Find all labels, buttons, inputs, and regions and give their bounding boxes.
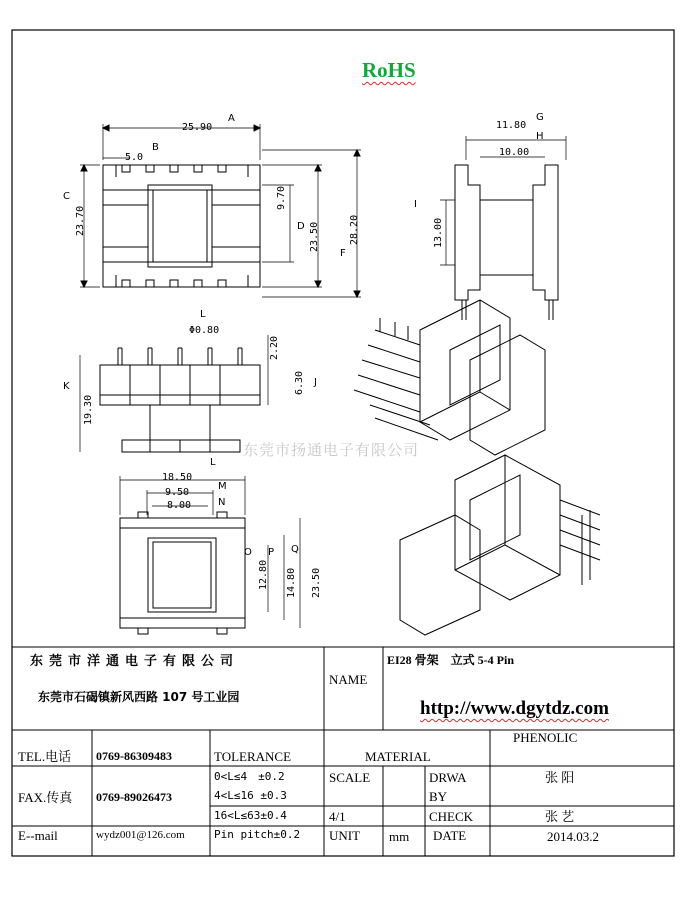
front-view-drawing bbox=[80, 335, 268, 452]
company-name: 东莞市洋通电子有限公司 bbox=[30, 654, 240, 669]
pin-diameter-letter: L bbox=[200, 309, 206, 320]
date-label: DATE bbox=[433, 828, 467, 843]
check-label: CHECK bbox=[429, 809, 474, 824]
drawn-by-value: 张 阳 bbox=[545, 770, 575, 785]
scale-label: SCALE bbox=[329, 770, 371, 785]
scale-value: 4/1 bbox=[329, 809, 346, 824]
dim-n-letter: N bbox=[218, 497, 226, 508]
dim-j-value: 6.30 bbox=[294, 370, 305, 395]
dim-l-letter: L bbox=[210, 457, 216, 468]
dim-n-value: 8.00 bbox=[167, 500, 192, 511]
material-value: PHENOLIC bbox=[513, 730, 578, 745]
dim-i-letter: I bbox=[414, 199, 417, 210]
dim-j-top-value: 2.20 bbox=[269, 335, 280, 360]
dim-h-value: 10.00 bbox=[499, 147, 530, 158]
name-label: NAME bbox=[329, 672, 368, 687]
dim-c-value: 23.70 bbox=[75, 205, 86, 236]
dim-e-value: 9.70 bbox=[276, 185, 287, 210]
dim-b-value: 5.0 bbox=[125, 152, 144, 163]
watermark: 东莞市扬通电子有限公司 bbox=[243, 441, 420, 459]
top-view-drawing bbox=[80, 124, 361, 297]
dim-k-value: 19.30 bbox=[83, 394, 94, 425]
material-label: MATERIAL bbox=[365, 749, 431, 764]
dim-a-letter: A bbox=[228, 113, 235, 124]
dim-q-value: 23.50 bbox=[311, 567, 322, 598]
rohs-mark: RoHS bbox=[362, 58, 416, 82]
company-address: 东莞市石碣镇新风西路 107 号工业园 bbox=[38, 690, 240, 704]
dim-b-letter: B bbox=[152, 142, 159, 153]
tolerance-row-3: 16<L≤63±0.4 bbox=[214, 809, 287, 822]
dim-f-letter: F bbox=[340, 248, 346, 259]
unit-label: UNIT bbox=[329, 828, 361, 843]
tel-label: TEL.电话 bbox=[18, 749, 72, 764]
drawn-label-2: BY bbox=[429, 789, 448, 804]
checked-by-value: 张 艺 bbox=[545, 809, 575, 824]
website-link[interactable]: http://www.dgytdz.com bbox=[420, 698, 609, 719]
dim-h-letter: H bbox=[536, 131, 544, 142]
dim-p-value: 14.80 bbox=[286, 567, 297, 598]
isometric-view-upper bbox=[354, 300, 545, 455]
dim-k-letter: K bbox=[63, 381, 70, 392]
tel-value: 0769-86309483 bbox=[96, 749, 172, 763]
isometric-view-lower bbox=[400, 455, 600, 635]
dim-g-value: 11.80 bbox=[496, 120, 527, 131]
email-value[interactable]: wydz001@126.com bbox=[96, 829, 185, 841]
fax-value: 0769-89026473 bbox=[96, 790, 172, 804]
dim-d-letter: D bbox=[297, 221, 305, 232]
dim-j-letter: J bbox=[314, 377, 317, 388]
fax-label: FAX.传真 bbox=[18, 790, 73, 805]
date-value: 2014.03.2 bbox=[547, 829, 599, 844]
dim-p-letter: P bbox=[268, 547, 275, 558]
dim-i-value: 13.00 bbox=[433, 217, 444, 248]
dim-m-letter: M bbox=[218, 481, 227, 492]
dim-o-letter: O bbox=[244, 547, 252, 558]
tolerance-label: TOLERANCE bbox=[214, 749, 292, 764]
dim-g-letter: G bbox=[536, 112, 544, 123]
tolerance-row-2: 4<L≤16 ±0.3 bbox=[214, 789, 287, 802]
dim-a-value: 25.90 bbox=[182, 122, 213, 133]
pin-pitch-tolerance: Pin pitch±0.2 bbox=[214, 828, 301, 841]
dim-l-value: 18.50 bbox=[162, 472, 193, 483]
unit-value: mm bbox=[389, 829, 410, 844]
side-view-drawing bbox=[440, 136, 566, 320]
drawn-label-1: DRWA bbox=[429, 770, 467, 785]
product-name: EI28 骨架 立式 5-4 Pin bbox=[387, 653, 515, 667]
tolerance-row-1: 0<L≤4 ±0.2 bbox=[214, 770, 285, 783]
pin-diameter-value: Φ0.80 bbox=[189, 325, 220, 336]
dim-d-value: 23.50 bbox=[309, 221, 320, 252]
email-label: E--mail bbox=[18, 828, 58, 843]
dim-f-value: 28.20 bbox=[349, 214, 360, 245]
dim-o-value: 12.80 bbox=[258, 559, 269, 590]
dim-c-letter: C bbox=[63, 191, 70, 202]
dim-q-letter: Q bbox=[291, 544, 299, 555]
dim-m-value: 9.50 bbox=[165, 487, 190, 498]
